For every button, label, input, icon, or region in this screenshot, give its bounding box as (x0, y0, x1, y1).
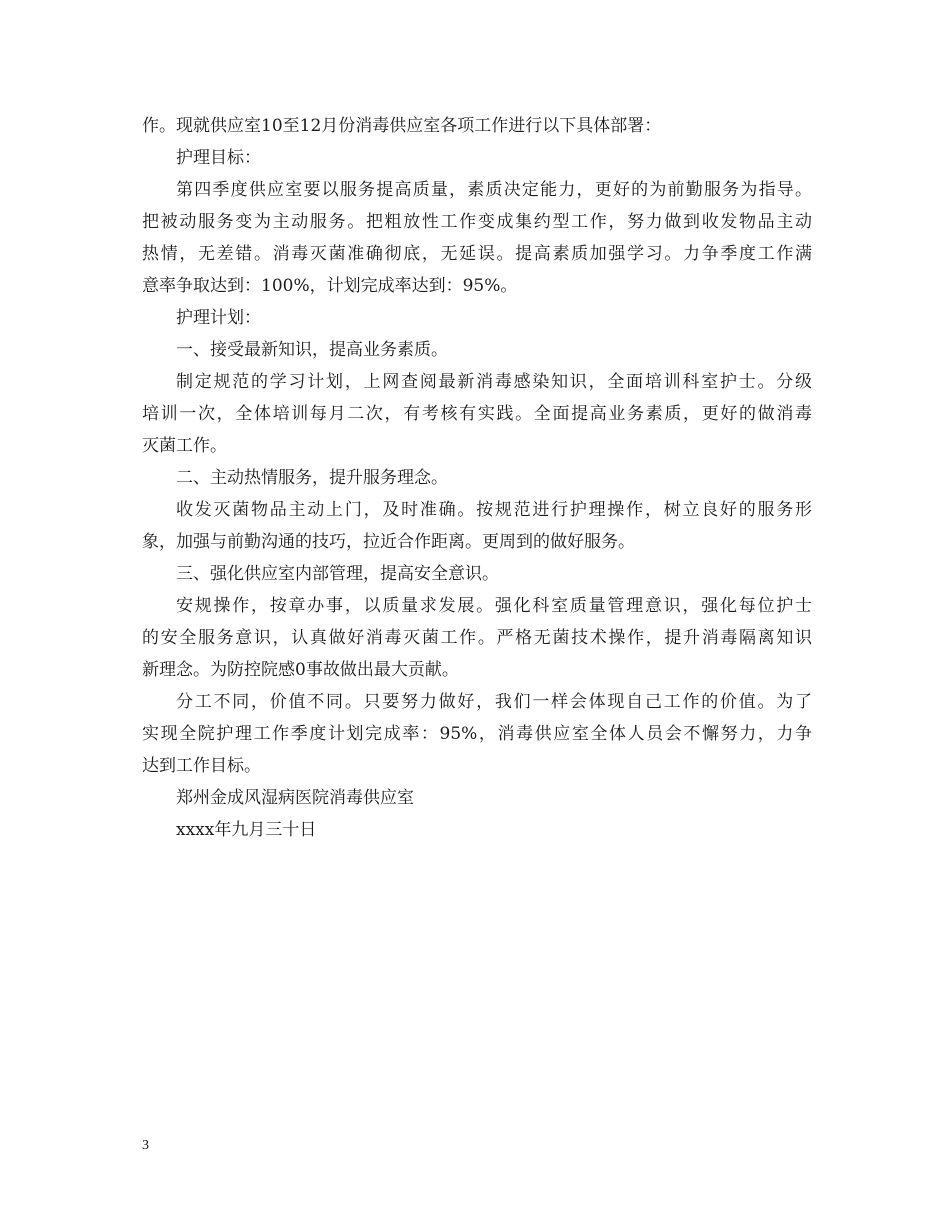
paragraph-line: 培训一次，全体培训每月二次，有考核有实践。全面提高业务素质，更好的做消毒 (142, 404, 812, 424)
paragraph-line: 把被动服务变为主动服务。把粗放性工作变成集约型工作，努力做到收发物品主动 (142, 212, 812, 232)
paragraph-line: 第四季度供应室要以服务提高质量，素质决定能力，更好的为前勤服务为指导。 (176, 180, 812, 200)
section-heading: 护理目标： (176, 148, 261, 168)
section-heading: 护理计划： (176, 308, 261, 328)
page-number: 3 (142, 1138, 149, 1153)
paragraph-line: 作。现就供应室10至12月份消毒供应室各项工作进行以下具体部署： (142, 116, 662, 136)
paragraph-line: 象，加强与前勤沟通的技巧，拉近合作距离。更周到的做好服务。 (142, 532, 635, 552)
document-body (142, 110, 812, 846)
paragraph-line: 热情，无差错。消毒灭菌准确彻底，无延误。提高素质加强学习。力争季度工作满 (142, 244, 812, 264)
paragraph-line: 分工不同，价值不同。只要努力做好，我们一样会体现自己工作的价值。为了 (176, 692, 812, 712)
signature-date: xxxx年九月三十日 (176, 820, 317, 840)
paragraph-line: 意率争取达到：100%，计划完成率达到：95%。 (142, 276, 518, 296)
signature-organization: 郑州金成风湿病医院消毒供应室 (176, 788, 414, 808)
paragraph-line: 安规操作，按章办事，以质量求发展。强化科室质量管理意识，强化每位护士 (176, 596, 812, 616)
paragraph-line: 的安全服务意识，认真做好消毒灭菌工作。严格无菌技术操作，提升消毒隔离知识 (142, 628, 812, 648)
paragraph-line: 制定规范的学习计划，上网查阅最新消毒感染知识，全面培训科室护士。分级 (176, 372, 812, 392)
subsection-heading: 一、接受最新知识，提高业务素质。 (176, 340, 448, 360)
subsection-heading: 二、主动热情服务，提升服务理念。 (176, 468, 448, 488)
paragraph-line: 灭菌工作。 (142, 436, 227, 456)
paragraph-line: 收发灭菌物品主动上门，及时准确。按规范进行护理操作，树立良好的服务形 (176, 500, 812, 520)
subsection-heading: 三、强化供应室内部管理，提高安全意识。 (176, 564, 499, 584)
paragraph-line: 新理念。为防控院感0事故做出最大贡献。 (142, 660, 459, 680)
paragraph-line: 达到工作目标。 (142, 756, 261, 776)
paragraph-line: 实现全院护理工作季度计划完成率：95%，消毒供应室全体人员会不懈努力，力争 (142, 724, 812, 744)
